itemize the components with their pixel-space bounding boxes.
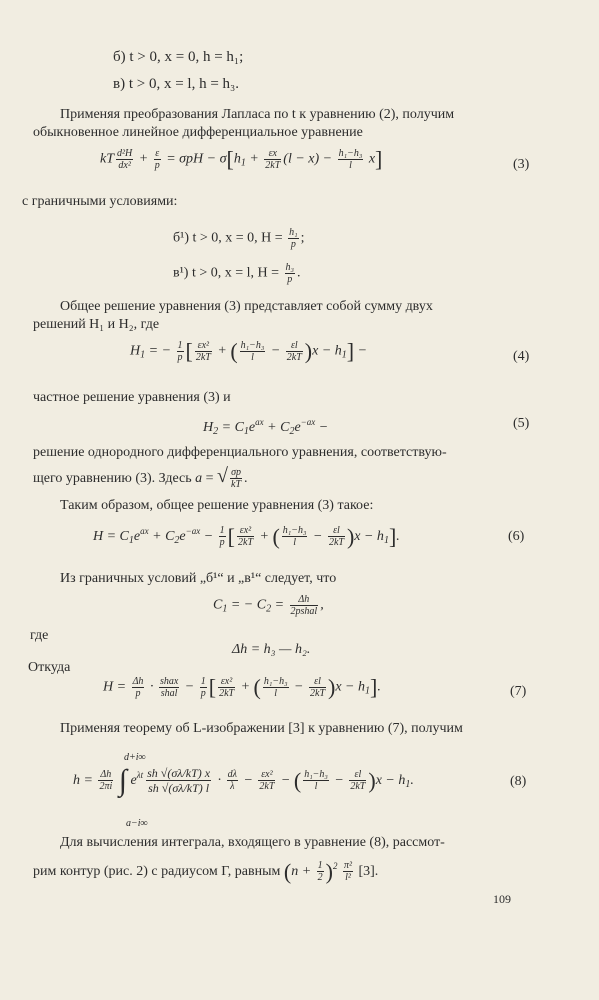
equation-5-label: (5): [513, 416, 530, 431]
condition-b1-text: б¹) t > 0, x = 0, H =: [173, 230, 283, 246]
equation-6-label: (6): [508, 529, 525, 544]
condition-v1: в¹) t > 0, x = l, H = $\frac{\text{h₃}}{p}$ .: [173, 262, 301, 285]
paragraph-homogeneous-text: щего уравнению (3). Здесь: [33, 471, 192, 486]
equation-7-label: (7): [510, 684, 527, 699]
paragraph-particular: частное решение уравнения (3) и: [33, 390, 231, 405]
equation-c1c2: $C_1$ = − $C_2$ = $\frac{\Delta h}{\text{2pshal}}$ ,: [213, 594, 324, 617]
paragraph-homogeneous-line1: решение однородного дифференциального уравнения, соответствую-: [33, 445, 447, 460]
paragraph-integral-line2: рим контур (рис. 2) с радиусом Г, равным (n + $\frac{1}{2}$ )$^2$ $\frac{\text{π²}}{\text{l²}}$ [3].: [33, 858, 379, 884]
equation-4-label: (4): [513, 349, 530, 364]
paragraph-general-line2: решений H₁ и H₂, где: [33, 317, 160, 332]
paragraph-thus: Таким образом, общее решение уравнения (3) такое:: [60, 498, 374, 513]
word-otkuda: Откуда: [28, 660, 71, 675]
paragraph-boundary-follows: Из граничных условий „б¹“ и „в¹“ следует, что: [60, 571, 337, 586]
page-number: 109: [493, 892, 511, 906]
paragraph-integral-line1: Для вычисления интеграла, входящего в уравнение (8), рассмот-: [60, 835, 445, 850]
equation-7: H = $\frac{\Delta h}{p}$ · $\frac{\text{shax}}{\text{shal}}$ − $\frac{1}{p}$ [ $\frac{\text{εx²}}{2kT}$ + ( $\frac{\text{h₁−h₃}}{l}$ − $\frac{\varepsilon l}{2kT}$ )$x - h_1$].: [103, 674, 381, 700]
equation-5: $H_2 = C_1e^{ax} + C_2e^{-ax}$ −: [203, 417, 329, 437]
paragraph-l-image: Применяя теорему об L-изображении [3] к уравнению (7), получим: [60, 721, 463, 736]
paragraph-integral-text: рим контур (рис. 2) с радиусом Г, равным: [33, 864, 281, 879]
paragraph-laplace-line1: Применяя преобразования Лапласа по t к уравнению (2), получим: [60, 107, 455, 122]
word-gde: где: [30, 628, 49, 643]
equation-8-upper-limit: d+i∞: [124, 752, 146, 763]
equation-8-label: (8): [510, 774, 527, 789]
equation-3: kT $\frac{\text{d²H}}{\text{dx²}}$ + $\frac{\varepsilon}{p}$ = $\sigma pH - \sigma[h_1$ + $\frac{\varepsilon x}{2kT}$ (l − x) − $\frac{\text{h₁−h₃}}{l}$ x]: [100, 146, 383, 172]
condition-b1: б¹) t > 0, x = 0, H = $\frac{\text{h₁}}{p}$ ;: [173, 227, 305, 250]
paragraph-general-line1: Общее решение уравнения (3) представляет собой сумму двух: [60, 299, 433, 314]
paragraph-boundary: с граничными условиями:: [22, 194, 178, 209]
equation-delta-h: Δh = h₃ — h₂.: [232, 642, 311, 657]
condition-b: б) t > 0, x = 0, h = h₁;: [113, 49, 244, 65]
paragraph-integral-ref: [3].: [358, 864, 379, 879]
paragraph-laplace-line2: обыкновенное линейное дифференциальное уравнение: [33, 125, 363, 140]
condition-v1-text: в¹) t > 0, x = l, H =: [173, 265, 280, 281]
equation-3-label: (3): [513, 157, 530, 172]
paragraph-homogeneous-line2: щего уравнению (3). Здесь a = √ $\frac{\sigma p}{kT}$ .: [33, 465, 248, 491]
equation-6: $H = C_1e^{ax} + C_2e^{-ax}$ − $\frac{1}{p}$ [ $\frac{\text{εx²}}{2kT}$ + ( $\frac{\text{h₁−h₃}}{l}$ − $\frac{\varepsilon l}{2kT}$ )$x - h_1$].: [93, 523, 400, 549]
equation-8: h = $\frac{\Delta h}{2\pi i}$ ∫ $e^{\lambda t}$ $\frac{sh √(\sigma\lambda/kT) x}{sh √(\sigma\lambda/kT) l}$ · $\frac{d\lambda}{\lambda}$ − $\frac{\text{εx²}}{2kT}$ − ( $\frac{\text{h₁−h₃}}{l}$ − $\frac{\varepsilon l}{2kT}$ )$x - h_1$.: [73, 763, 414, 797]
equation-4: $H_1$ = − $\frac{1}{p}$ [ $\frac{\text{εx²}}{2kT}$ + ( $\frac{\text{h₁−h₃}}{l}$ − $\frac{\varepsilon l}{2kT}$ )$x - h_1$] −: [130, 338, 368, 364]
condition-v: в) t > 0, x = l, h = h₃.: [113, 76, 240, 92]
equation-8-lower-limit: a−i∞: [126, 818, 148, 829]
